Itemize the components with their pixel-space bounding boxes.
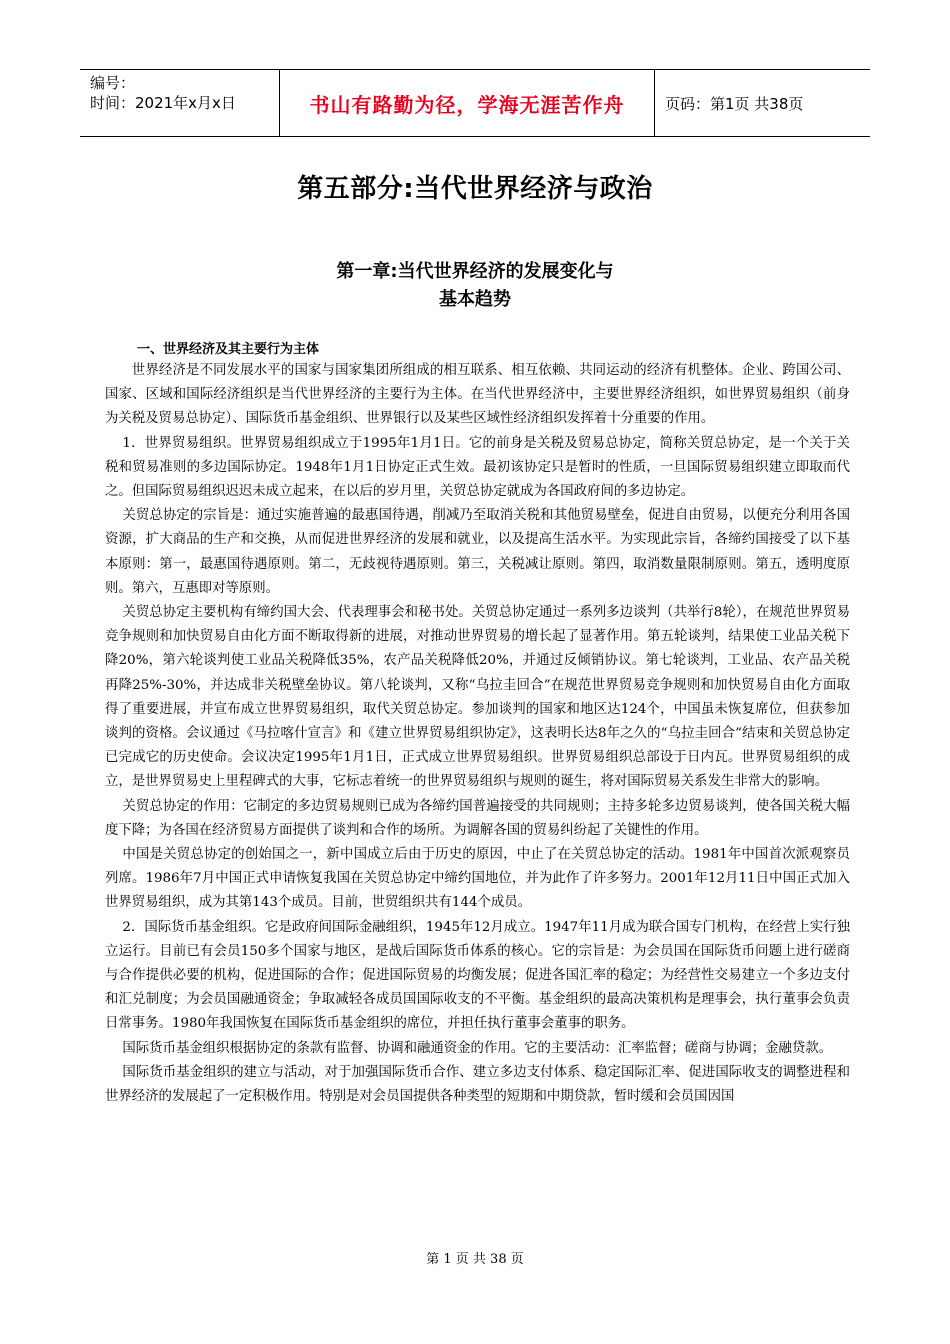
chapter-title xyxy=(0,258,950,314)
body-text xyxy=(105,359,850,1109)
paragraph: 关贸总协定的作用：它制定的多边贸易规则已成为各缔约国普遍接受的共同规则；主持多轮多边贸易谈判，使各国关税大幅度下降；为各国在经济贸易方面提供了谈判和合作的场所。为调解各国的贸易纠纷起了关键性的作用。 xyxy=(105,798,850,838)
date-label: 时间：2021年x月x日 xyxy=(90,94,236,112)
page-footer: 第 1 页 共 38 页 xyxy=(426,1252,524,1267)
paragraph: 关贸总协定的宗旨是：通过实施普遍的最惠国待遇，削减乃至取消关税和其他贸易壁垒，促进自由贸易，以便充分利用各国资源，扩大商品的生产和交换，从而促进世界经济的发展和就业，以及提高生活水平。为实现此宗旨，各缔约国接受了以下基本原则：第一，最惠国待遇原则。第二，无歧视待遇原则。第三，关税减让原则。第四，取消数量限制原则。第五，透明度原则。第六，互惠即对等原则。 xyxy=(105,508,850,596)
paragraph: 国际货币基金组织根据协定的条款有监督、协调和融通资金的作用。它的主要活动：汇率监督；磋商与协调；金融贷款。 xyxy=(122,1040,833,1056)
chapter-title-line-1: 第一章:当代世界经济的发展变化与 xyxy=(336,261,614,282)
paragraph: 关贸总协定主要机构有缔约国大会、代表理事会和秘书处。关贸总协定通过一系列多边谈判（共举行8轮），在规范世界贸易竞争规则和加快贸易自由化方面不断取得新的进展，对推动世界贸易的增长起了显著作用。第五轮谈判，结果使工业品关税下降20%，第六轮谈判使工业品关税降低35%，农产品关税降低20%，并通过反倾销协议。第七轮谈判，工业品、农产品关税再降25%-30%，并达成非关税壁垒协议。第八轮谈判，又称“乌拉圭回合”在规范世界贸易竞争规则和加快贸易自由化方面取得了重要进展，并宣布成立世界贸易组织，取代关贸总协定。参加谈判的国家和地区达124个，中国虽未恢复席位，但获参加谈判的资格。会议通过《马拉喀什宣言》和《建立世界贸易组织协定》，这表明长达8年之久的“乌拉圭回合”结束和关贸总协定已完成它的历史使命。会议决定1995年1月1日，正式成立世界贸易组织。世界贸易组织总部设于日内瓦。世界贸易组织的成立，是世界贸易史上里程碑式的大事，它标志着统一的世界贸易组织与规则的诞生，将对国际贸易关系发生非常大的影响。 xyxy=(105,605,850,790)
paragraph: 中国是关贸总协定的创始国之一，新中国成立后由于历史的原因，中止了在关贸总协定的活动。1981年中国首次派观察员列席。1986年7月中国正式申请恢复我国在关贸总协定中缔约国地位，并为此作了许多努力。2001年12月11日中国正式加入世界贸易组织，成为其第143个成员。目前，世贸组织共有144个成员。 xyxy=(105,847,850,911)
paragraph: 1．世界贸易组织。世界贸易组织成立于1995年1月1日。它的前身是关税及贸易总协定，简称关贸总协定，是一个关于关税和贸易准则的多边国际协定。1948年1月1日协定正式生效。最初该协定只是暂时的性质，一旦国际贸易组织建立即取而代之。但国际贸易组织迟迟未成立起来，在以后的岁月里，关贸总协定就成为各国政府间的多边协定。 xyxy=(105,435,850,500)
part-title: 第五部分:当代世界经济与政治 xyxy=(297,174,653,204)
header-meta xyxy=(80,70,280,136)
chapter-title-line-2: 基本趋势 xyxy=(439,289,511,310)
paragraph: 2．国际货币基金组织。它是政府间国际金融组织，1945年12月成立。1947年11月成为联合国专门机构，在经营上实行独立运行。目前已有会员150多个国家与地区，是战后国际货币体系的核心。它的宗旨是：为会员国在国际货币问题上进行磋商与合作提供必要的机构，促进国际的合作；促进国际贸易的均衡发展；促进各国汇率的稳定；为经营性交易建立一个多边支付和汇兑制度；为会员国融通资金；争取减轻各成员国国际收支的不平衡。基金组织的最高决策机构是理事会，执行董事会负责日常事务。1980年我国恢复在国际货币基金组织的席位，并担任执行董事会董事的职务。 xyxy=(105,919,850,1032)
paragraph: 世界经济是不同发展水平的国家与国家集团所组成的相互联系、相互依赖、共同运动的经济有机整体。企业、跨国公司、国家、区域和国际经济组织是当代世界经济的主要行为主体。在当代世界经济中，主要世界经济组织，如世界贸易组织（前身为关税及贸易总协定）、国际货币基金组织、世界银行以及某些区域性经济组织发挥着十分重要的作用。 xyxy=(105,363,850,427)
number-label: 编号： xyxy=(90,74,136,92)
section-title: 一、世界经济及其主要行为主体 xyxy=(137,342,320,357)
header-table xyxy=(80,69,870,137)
motto: 书山有路勤为径，学海无涯苦作舟 xyxy=(280,70,655,136)
page-label: 页码：第1页 共38页 xyxy=(665,94,804,113)
paragraph: 国际货币基金组织的建立与活动，对于加强国际货币合作、建立多边支付体系、稳定国际汇率、促进国际收支的调整进程和世界经济的发展起了一定积极作用。特别是对会员国提供各种类型的短期和中期贷款，暂时缓和会员国因国 xyxy=(105,1064,850,1105)
